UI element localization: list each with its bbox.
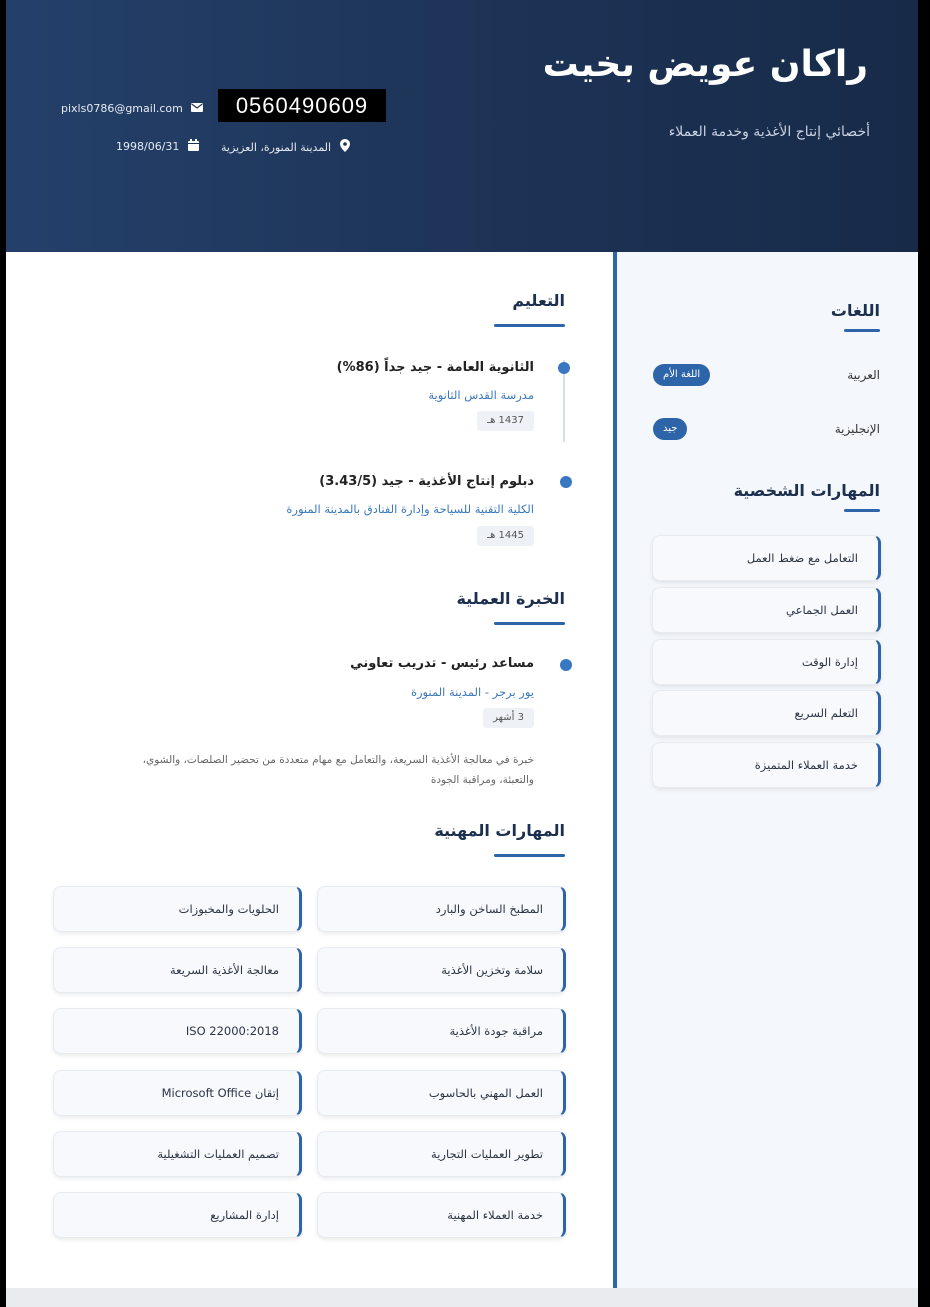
experience-heading: الخبرة العملية [456, 589, 565, 608]
experience-1-description [34, 750, 534, 790]
email-text: pixls0786@gmail.com [61, 102, 183, 115]
experience-underline [494, 622, 565, 625]
professional-skill-card: المطبخ الساخن والبارد [317, 886, 566, 932]
education-2-date: 1445 هـ [477, 526, 534, 546]
person-name: راكان عويض بخيت [542, 44, 868, 85]
timeline-dot [560, 476, 572, 488]
birthdate-text: 1998/06/31 [116, 140, 180, 153]
professional-skills-heading: المهارات المهنية [434, 821, 565, 840]
envelope-icon [189, 102, 205, 115]
education-2-title: دبلوم إنتاج الأغذية - جيد (3.43/5) [319, 474, 534, 489]
professional-skills-underline [494, 854, 565, 857]
personal-skill-card: التعلم السريع [652, 690, 881, 736]
personal-skills-underline [844, 509, 880, 512]
language-name: العربية [847, 368, 880, 382]
location-text: المدينة المنورة، العزيزية [221, 140, 332, 154]
personal-skill-card: التعامل مع ضغط العمل [652, 535, 881, 581]
professional-skill-card: مراقبة جودة الأغذية [317, 1008, 566, 1054]
education-2-school: الكلية التقنية للسياحة وإدارة الفنادق بالمدينة المنورة [286, 502, 534, 516]
professional-skill-card: إدارة المشاريع [53, 1192, 302, 1238]
professional-skill-card: تطوير العمليات التجارية [317, 1131, 566, 1177]
professional-skill-card: ISO 22000:2018 [53, 1008, 302, 1054]
description-line: خبرة في معالجة الأغذية السريعة، والتعامل مع مهام متعددة من تحضير الصلصات، والشوي، [142, 754, 534, 766]
professional-skill-card: العمل المهني بالحاسوب [317, 1070, 566, 1116]
resume-page [6, 0, 918, 1307]
professional-skill-card: الحلويات والمخبوزات [53, 886, 302, 932]
language-level-badge: جيد [653, 418, 687, 440]
language-level-badge: اللغة الأم [653, 364, 710, 386]
timeline-dot [560, 659, 572, 671]
professional-skill-card: إتقان Microsoft Office [53, 1070, 302, 1116]
experience-1-duration: 3 أشهر [483, 708, 534, 728]
personal-skill-card: إدارة الوقت [652, 639, 881, 685]
personal-skill-card: خدمة العملاء المتميزة [652, 742, 881, 788]
professional-skill-card: تصميم العمليات التشغيلية [53, 1131, 302, 1177]
professional-skill-card: سلامة وتخزين الأغذية [317, 947, 566, 993]
personal-skill-card: العمل الجماعي [652, 587, 881, 633]
contact-email[interactable] [61, 102, 211, 115]
resume-header [6, 0, 918, 252]
description-line: والتعبئة، ومراقبة الجودة [430, 774, 534, 786]
experience-1-company: يور برجر - المدينة المنورة [410, 685, 534, 699]
personal-skills-heading: المهارات الشخصية [733, 481, 880, 500]
map-pin-icon [337, 139, 353, 155]
experience-1-title: مساعد رئيس - تدريب تعاوني [350, 656, 534, 671]
contact-birthdate [116, 139, 207, 154]
education-underline [494, 324, 565, 327]
page-footer-strip [6, 1288, 918, 1307]
language-name: الإنجليزية [834, 422, 880, 436]
contact-location [221, 139, 359, 155]
languages-underline [844, 329, 880, 332]
languages-heading: اللغات [830, 301, 880, 320]
job-title: أخصائي إنتاج الأغذية وخدمة العملاء [668, 124, 870, 140]
professional-skill-card: معالجة الأغذية السريعة [53, 947, 302, 993]
calendar-icon [185, 139, 201, 154]
education-1-title: الثانوية العامة - جيد جداً (86%) [336, 360, 534, 375]
timeline-dot [558, 362, 570, 374]
phone-number: 0560490609 [218, 89, 386, 122]
professional-skill-card: خدمة العملاء المهنية [317, 1192, 566, 1238]
education-1-date: 1437 هـ [477, 411, 534, 431]
education-heading: التعليم [512, 291, 565, 310]
education-1-school: مدرسة القدس الثانوية [428, 388, 534, 402]
